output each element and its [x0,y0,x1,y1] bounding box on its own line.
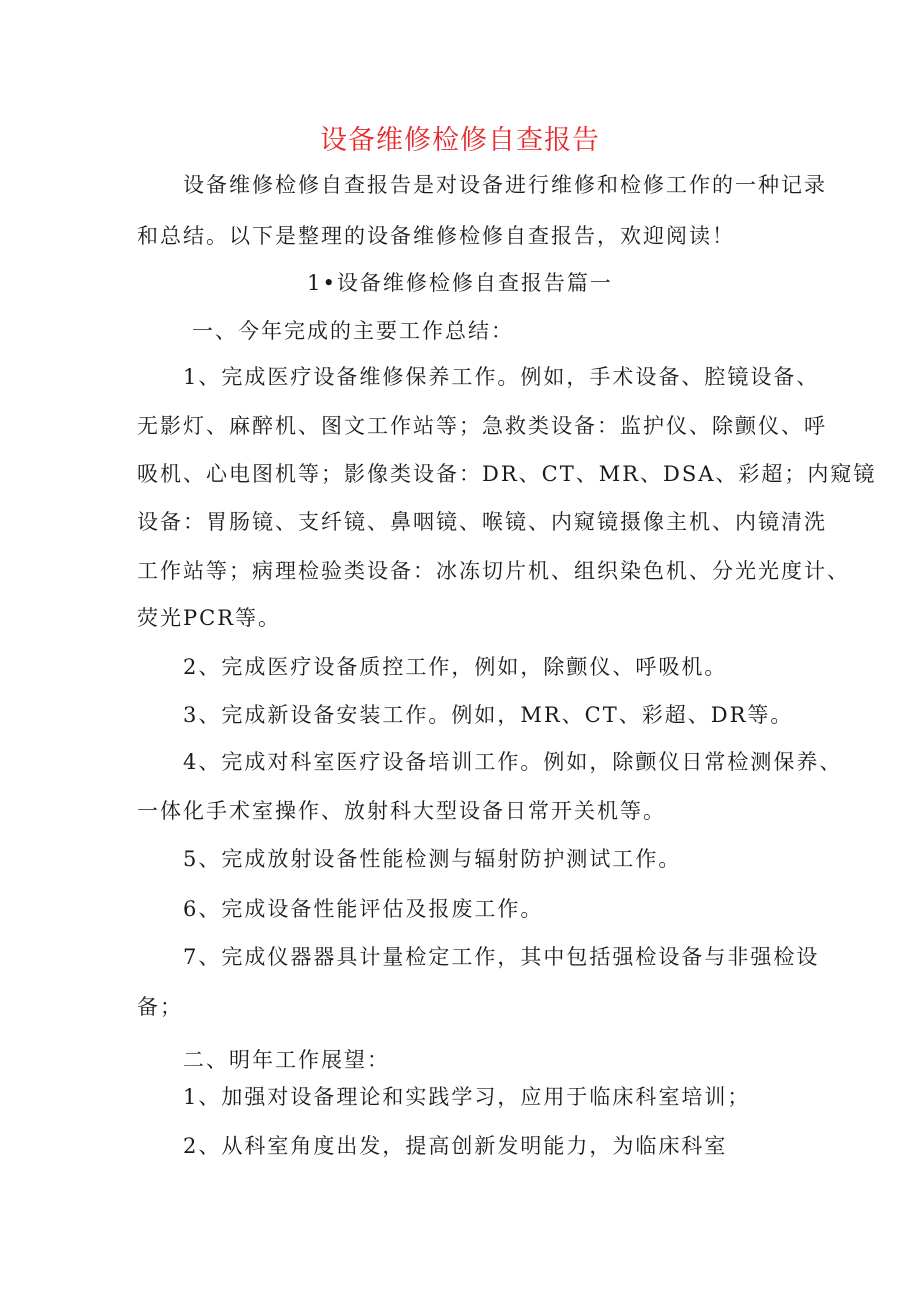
section2-item1: 1、加强对设备理论和实践学习，应用于临床科室培训； [183,1085,751,1109]
section1-item4-line-2: 一体化手术室操作、放射科大型设备日常开关机等。 [137,799,666,823]
section2-item2: 2、从科室角度出发，提高创新发明能力，为临床科室 [183,1134,728,1158]
section1-item1-line-1: 1、完成医疗设备维修保养工作。例如，手术设备、腔镜设备、 [183,365,820,389]
section1-item1-line-3: 吸机、心电图机等；影像类设备：DR、CT、MR、DSA、彩超；内窥镜 [137,462,877,486]
section1-item4-line-1: 4、完成对科室医疗设备培训工作。例如，除颤仪日常检测保养、 [183,750,843,774]
section1-item3: 3、完成新设备安装工作。例如，MR、CT、彩超、DR等。 [183,703,794,727]
section1-item2: 2、完成医疗设备质控工作，例如，除颤仪、呼吸机。 [183,655,728,679]
section1-item5: 5、完成放射设备性能检测与辐射防护测试工作。 [183,847,682,871]
section1-item6: 6、完成设备性能评估及报废工作。 [183,897,544,921]
section2-heading: 二、明年工作展望： [183,1048,390,1072]
section1-item1-line-2: 无影灯、麻醉机、图文工作站等；急救类设备：监护仪、除颤仪、呼 [137,414,827,438]
section1-item7-line-1: 7、完成仪器器具计量检定工作，其中包括强检设备与非强检设 [183,945,820,969]
section1-item1-line-4: 设备：胃肠镜、支纤镜、鼻咽镜、喉镜、内窥镜摄像主机、内镜清洗 [137,510,827,534]
section1-heading: 一、今年完成的主要工作总结： [192,319,514,343]
section1-item1-line-5: 工作站等；病理检验类设备：冰冻切片机、组织染色机、分光光度计、 [137,559,850,583]
section-subtitle: 1•设备维修检修自查报告篇一 [307,271,613,295]
intro-line-1: 设备维修检修自查报告是对设备进行维修和检修工作的一种记录 [183,173,827,197]
section1-item1-line-6: 荧光PCR等。 [137,606,282,630]
intro-line-2: 和总结。以下是整理的设备维修检修自查报告，欢迎阅读！ [137,224,735,248]
document-title: 设备维修检修自查报告 [320,125,600,156]
section1-item7-line-2: 备； [137,995,183,1019]
